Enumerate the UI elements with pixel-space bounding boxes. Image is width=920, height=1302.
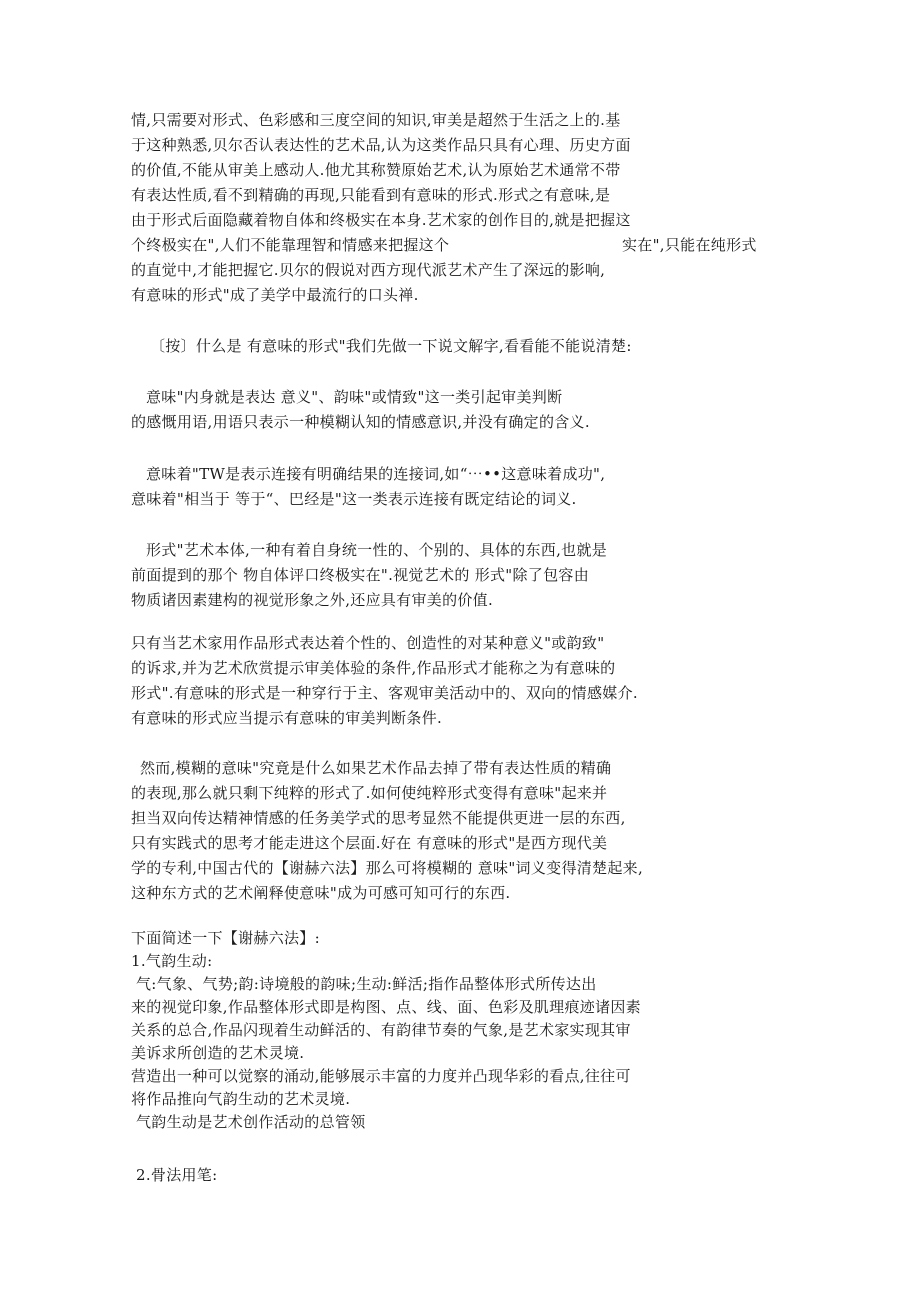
- text-line: 的直觉中,才能把握它.贝尔的假说对西方现代派艺术产生了深远的影响,: [131, 261, 606, 279]
- text-line: 个终极实在",人们不能靠理智和情感来把握这个: [131, 236, 450, 254]
- text-line: 由于形式后面隐藏着物自体和终极实在本身.艺术家的创作目的,就是把握这: [131, 211, 631, 229]
- text-line: 的价值,不能从审美上感动人.他尤其称赞原始艺术,认为原始艺术通常不带: [131, 161, 621, 179]
- text-line: 然而,模糊的意味"究竟是什么如果艺术作品去掉了带有表达性质的精确: [140, 759, 612, 777]
- text-line: 这种东方式的艺术阐释使意味"成为可感可知可行的东西.: [131, 884, 511, 902]
- text-line: 情,只需要对形式、色彩感和三度空间的知识,审美是超然于生活之上的.基: [131, 111, 621, 129]
- item-heading: 1.气韵生动:: [131, 952, 213, 970]
- text-line: 的诉求,并为艺术欣赏提示审美体验的条件,作品形式才能称之为有意味的: [131, 659, 616, 677]
- text-line: 只有当艺术家用作品形式表达着个性的、创造性的对某种意义"或韵致": [131, 634, 605, 652]
- text-line: 形式".有意味的形式是一种穿行于主、客观审美活动中的、双向的情感媒介.: [131, 684, 638, 702]
- text-line: 于这种熟悉,贝尔否认表达性的艺术品,认为这类作品只具有心理、历史方面: [131, 136, 631, 154]
- text-line: 美诉求所创造的艺术灵境.: [131, 1044, 305, 1062]
- text-line: 物质诸因素建构的视觉形象之外,还应具有审美的价值.: [131, 591, 494, 609]
- text-line: 〔按〕什么是 有意味的形式"我们先做一下说文解字,看看能不能说清楚:: [150, 337, 632, 355]
- text-line: 意味着"TW是表示连接有明确结果的连接词,如“⋯••这意味着成功",: [146, 465, 606, 483]
- text-line: 意味"内身就是表达 意义"、韵味"或情致"这一类引起审美判断: [146, 388, 563, 406]
- text-line: 担当双向传达精神情感的任务美学式的思考显然不能提供更进一层的东西,: [131, 809, 626, 827]
- text-line: 意味着"相当于 等于“、巴经是"这一类表示连接有既定结论的词义.: [131, 490, 577, 508]
- text-line: 实在",只能在纯形式: [622, 236, 757, 254]
- text-line: 的表现,那么就只剩下纯粹的形式了.如何使纯粹形式变得有意味"起来并: [131, 784, 608, 802]
- text-line: 的感慨用语,用语只表示一种模糊认知的情感意识,并没有确定的含义.: [131, 413, 590, 431]
- text-line: 气:气象、气势;韵:诗境般的韵味;生动:鲜活;指作品整体形式所传达出: [136, 975, 597, 993]
- text-line: 形式"艺术本体,一种有着自身统一性的、个别的、具体的东西,也就是: [146, 541, 608, 559]
- section-heading: 下面简述一下【谢赫六法】:: [131, 929, 320, 947]
- text-line: 关系的总合,作品闪现着生动鲜活的、有韵律节奏的气象,是艺术家实现其审: [131, 1021, 631, 1039]
- text-line: 营造出一种可以觉察的涌动,能够展示丰富的力度并凸现华彩的看点,往往可: [131, 1067, 631, 1085]
- text-line: 前面提到的那个 物自体评口终极实在".视觉艺术的 形式"除了包容由: [131, 566, 590, 584]
- text-line: 气韵生动是艺术创作活动的总管领: [136, 1113, 366, 1131]
- text-line: 有意味的形式应当提示有意味的审美判断条件.: [131, 709, 443, 727]
- text-line: 将作品推向气韵生动的艺术灵境.: [131, 1090, 351, 1108]
- text-line: 有意味的形式"成了美学中最流行的口头禅.: [131, 286, 419, 304]
- item-heading: 2.骨法用笔:: [136, 1166, 218, 1184]
- text-line: 学的专利,中国古代的【谢赫六法】那么可将模糊的 意味"词义变得清楚起来,: [131, 859, 644, 877]
- text-line: 只有实践式的思考才能走进这个层面.好在 有意味的形式"是西方现代美: [131, 834, 608, 852]
- text-line: 来的视觉印象,作品整体形式即是构图、点、线、面、色彩及肌理痕迹诸因素: [131, 998, 641, 1016]
- text-line: 有表达性质,看不到精确的再现,只能看到有意味的形式.形式之有意味,是: [131, 186, 611, 204]
